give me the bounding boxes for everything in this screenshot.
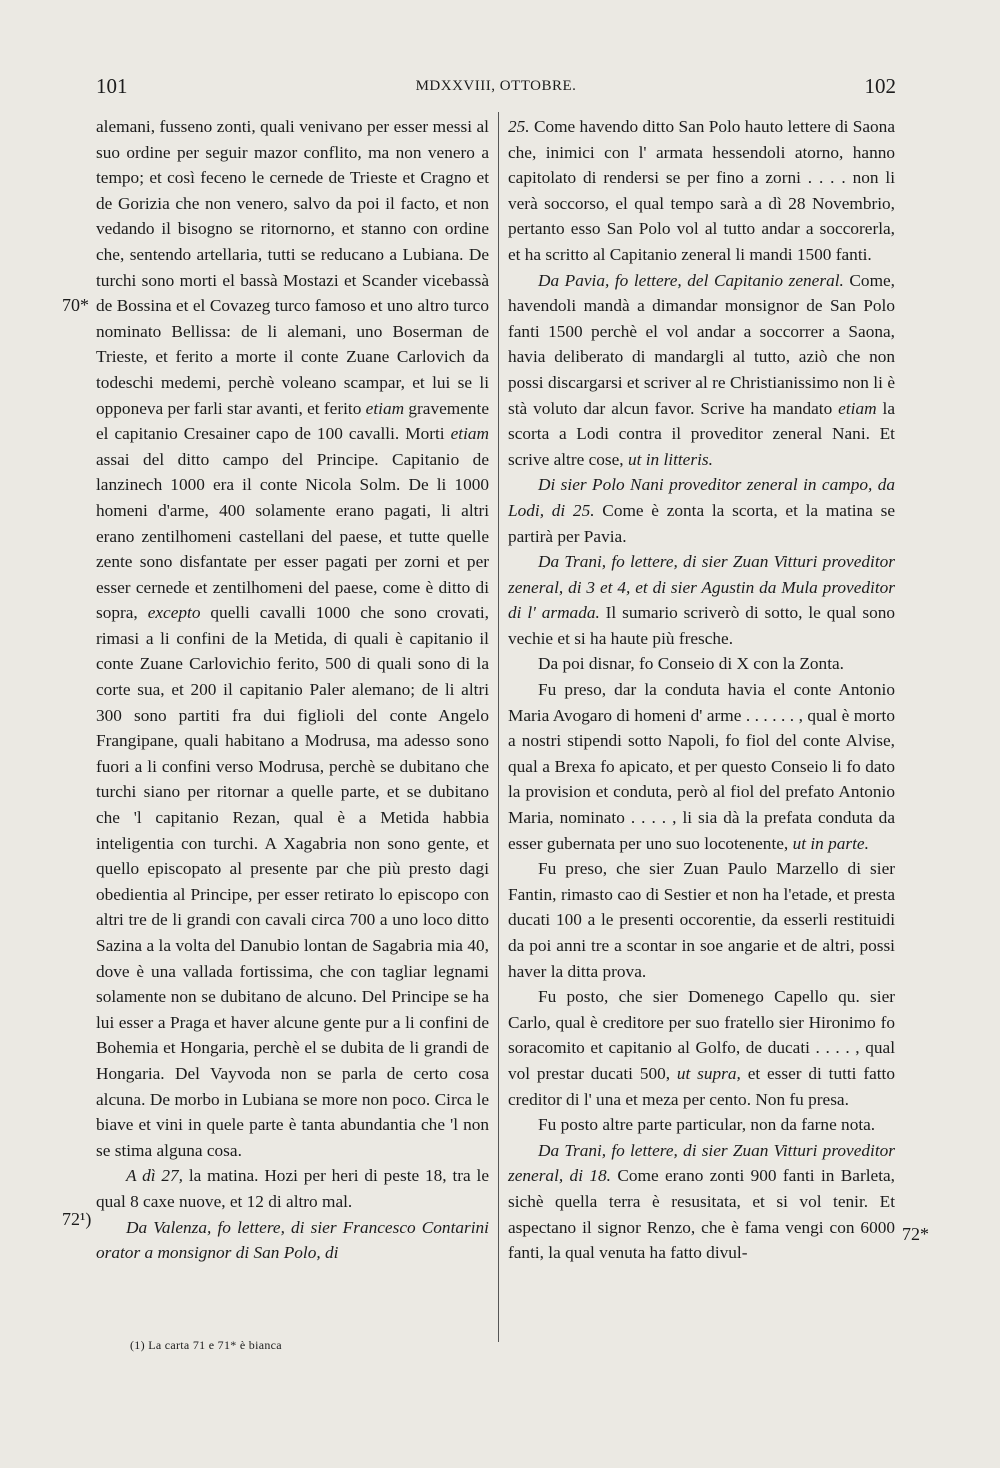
- page-header: [96, 74, 896, 102]
- paragraph: A dì 27, la matina. Hozi per heri di peste 18, tra le qual 8 caxe nuove, et 12 di altro mal.: [96, 1166, 489, 1211]
- paragraph: Fu preso, che sier Zuan Paulo Marzello di sier Fantin, rimasto cao di Sestier et non ha l'etade, et presta ducati 100 a le presenti occorentie, da esserli restituidi da poi anni tre a scontar in soe angarie et de altri, possi haver la ditta prova.: [508, 859, 895, 981]
- margin-note-72-left: 72¹): [62, 1209, 92, 1229]
- paragraph: 25. Come havendo ditto San Polo hauto lettere di Saona che, inimici con l' armata hessendoli atorno, hanno capitolato di rendersi se per fino a zorni . . . . non li verà soccorso, el qual tempo sarà a dì 28 Novembrio, pertanto esso San Polo vol al tutto andar a soccorerla, et ha scritto al Capitanio zeneral li mandi 1500 fanti.: [508, 117, 895, 264]
- paragraph: Da Valenza, fo lettere, di sier Francesco Contarini orator a monsignor di San Polo, di: [96, 1217, 489, 1263]
- paragraph: Di sier Polo Nani proveditor zeneral in campo, da Lodi, di 25. Come è zonta la scorta, et la matina se partirà per Pavia.: [508, 475, 895, 546]
- paragraph: Da poi disnar, fo Conseio di X con la Zonta.: [538, 654, 844, 674]
- paragraph: Da Pavia, fo lettere, del Capitanio zeneral. Come, havendoli mandà a dimandar monsignor de San Polo fanti 1500 perchè el vol andar a soccorrer a Saona, havia deliberato di mandargli al tutto, aziò che non possi discargarsi et scriver al re Christianissimo non li è stà voluto dar alcun favor. Scrive ha mandato etiam la scorta a Lodi contra il proveditor zeneral Nani. Et scrive altre cose, ut in litteris.: [508, 270, 896, 469]
- paragraph: Fu posto altre parte particular, non da farne nota.: [538, 1115, 876, 1135]
- column-divider: [498, 112, 499, 1342]
- margin-note-72-right: 72*: [902, 1224, 929, 1244]
- paragraph: Fu posto, che sier Domenego Capello qu. sier Carlo, qual è creditore per suo fratello sier Hironimo fo soracomito et capitanio al Golfo, de ducati . . . . , qual vol prestar ducati 500, ut supra, et esser di tutti fatto creditor di l' una et meza per cento. Non fu presa.: [508, 987, 895, 1109]
- paragraph: Fu preso, dar la conduta havia el conte Antonio Maria Avogaro di homeni d' arme . . . . . . , qual è morto a nostri stipendi sotto Napoli, fo fiol del conte Alvise, qual a Brexa fo apicato, et per questo Conseio li fo dato la provision et conduta, però al fiol del prefato Antonio Maria, nominato . . . . , li sia dà la prefata conduta da esser gubernata per uno suo locotenente, ut in parte.: [508, 680, 895, 853]
- running-title: MDXXVIII, OTTOBRE.: [415, 78, 577, 94]
- right-column: [508, 114, 895, 1266]
- margin-note-70: 70*: [62, 295, 89, 315]
- page-number-right: 102: [864, 74, 896, 98]
- left-column: [96, 114, 489, 1266]
- paragraph: alemani, fusseno zonti, quali venivano per esser messi al suo ordine per seguir mazor conflito, ma non venero a tempo; et così feceno le cernede de Trieste et Cragno et de Gorizia che non venero, salvo da poi il facto, et non vedando il bisogno se ritornorno, et stanno con ordine che, sentendo artellaria, tutti se reducano a Lubiana. De turchi sono morti el bassà Mostazi et Scander vicebassà de Bossina et el Covazeg turco famoso et uno altro turco nominato Bellissa: de li alemani, uno Boserman de Trieste, et ferito a morte il conte Zuane Carlovich da todeschi medemi, perchè voleano scampar, et lui se li opponeva per farli star avanti, et ferito etiam gravemente el capitanio Cresainer capo de 100 cavalli. Morti etiam assai del ditto campo del Principe. Capitanio de lanzinech 1000 era il conte Nicola Solm. De li 1000 homeni d'arme, 400 solamente erano pagati, li altri erano zentilhomeni castellani del paese, et tutte quelle zente sono disfantate per esser pagati per zorni et per esser cernede et zentilhomeni del paese, come è ditto di sopra, excepto quelli cavalli 1000 che sono crovati, rimasi a li confini de la Metida, di quali è capitanio il conte Zuane Carlovichio ferito, 500 di quali sono di la corte sua, et 200 il capitanio Paler alemano; de li altri 300 sono partiti fra dui figlioli del conte Angelo Frangipane, quali habitano a Modrusa, ma adesso sono fuori a li confini verso Modrusa, perchè se dubitano che turchi siano per ritornar a quelle parte, et se dubitano che 'l capitanio Rezan, qual è a Metida habbia inteligentia con turchi. A Xagabria non sono gente, et quello episcopato al presente par che più presto dagi obedientia al Principe, per esser retirato lo episcopo con altri tre de li grandi con cavali circa 700 a uno loco ditto Sazina a la volta del Danubio lontan de Sagabria mia 40, dove è una vallada fortissima, che con tagliar legnami solamente non se dubitano de alcuno. Del Principe se ha lui esser a Praga et haver alcune gente pur a li confini de Bohemia et Hongaria, perchè el se dubita de li grandi de Hongaria. Del Vayvoda non se parla de certo cosa alcuna. De morbo in Lubiana se more non poco. Circa le biave et vini in quele parte è tanta abundantia che 'l non se stima alguna cosa.: [96, 117, 490, 1160]
- paragraph: Da Trani, fo lettere, di sier Zuan Vitturi proveditor zeneral, di 18. Come erano zonti 900 fanti in Barleta, sichè quella terra è resusitata, et si vol tenir. Et aspectano il signor Renzo, che è fama vengi con 6000 fanti, la qual venuta ha fatto divul-: [508, 1140, 895, 1263]
- footnote: (1) La carta 71 e 71* è bianca: [130, 1338, 282, 1352]
- paragraph: Da Trani, fo lettere, di sier Zuan Vitturi proveditor zeneral, di 3 et 4, et di sier Agustin da Mula proveditor di l' armada. Il sumario scriverò di sotto, le qual sono vechie et si ha haute più fresche.: [508, 552, 895, 648]
- page-number-left: 101: [96, 74, 128, 98]
